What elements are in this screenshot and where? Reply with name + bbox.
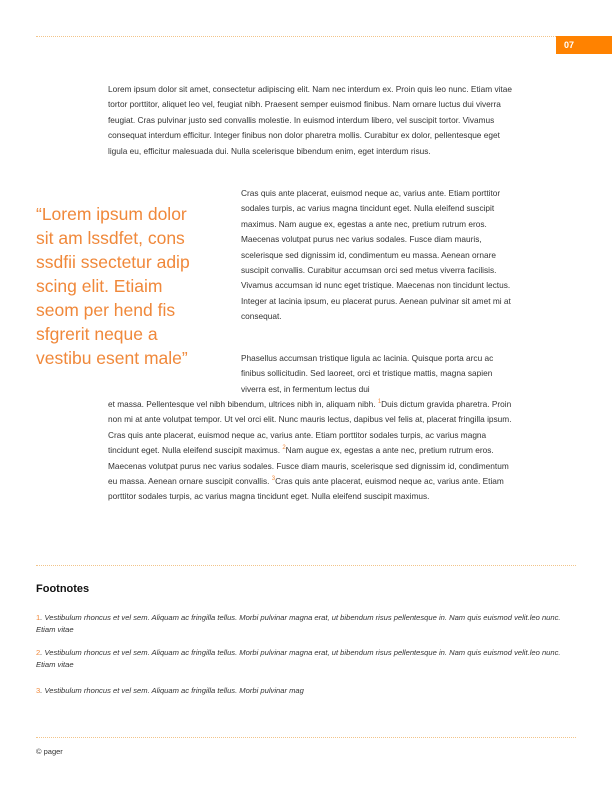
footnotes-divider (36, 565, 576, 566)
paragraph-intro: Lorem ipsum dolor sit amet, consectetur adipiscing elit. Nam nec interdum ex. Proin quis leo nunc. Etiam vitae tortor porttitor, aliquet leo vel, feugiat nibh. Praesent semper euismod finibus. Nam ornare luctus dui viverra feugiat. Cras pulvinar justo sed convallis molestie. In euismod interdum libero, vel suscipit tortor. Vivamus consequat interdum efficitur. Integer finibus non dolor pharetra mollis. Curabitur ex dolor, pellentesque eget ligula eu, efficitur malesuada dui. Nulla scelerisque bibendum enim, eget interdum risus. (108, 84, 512, 156)
pull-quote-line: “Lorem ipsum dolor (36, 204, 187, 224)
paragraph-column: Cras quis ante placerat, euismod neque ac, varius ante. Etiam porttitor sodales turpis, ac varius magna tincidunt eget. Nulla eleifend suscipit maximus. Nam augue ex, egestas a ante nec, pretium rutrum eros. Maecenas volutpat purus nec varius sodales. Fusce diam mauris, scelerisque sed dignissim id, condimentum eu massa. Aenean ornare suscipit convallis. Curabitur accumsan orci sed metus viverra facilisis. Vivamus accumsan id nunc eget tristique. Maecenas non tincidunt lectus. Integer at lacinia ipsum, eu placerat purus. Aenean pulvinar sit amet mi at consequat. (241, 188, 511, 322)
page-number-tab: 07 (556, 36, 612, 54)
text: et massa. Pellentesque vel nibh bibendum, ultrices nibh in, aliquam nibh. (108, 399, 378, 409)
footnote-item (36, 647, 566, 670)
pull-quote-line: seom per hend fis (36, 300, 176, 320)
footnote-text: . Vestibulum rhoncus et vel sem. Aliquam ac fringilla tellus. Morbi pulvinar mag (40, 686, 304, 695)
footnote-number: 3 (36, 686, 41, 695)
pull-quote-line: vestibu esent male” (36, 348, 188, 368)
text: Nam augue ex, egestas a ante nec, pretium rutrum eros. Maecenas volutpat purus nec varius sodales. Fusce diam mauris, scelerisque sed dignissim id, condimentum eu massa. Aenean ornare suscipit convallis. (108, 445, 509, 487)
footnote-ref-1[interactable]: 1 (377, 399, 382, 406)
paragraph-wide (108, 397, 512, 505)
footnotes-title: Footnotes (36, 583, 90, 595)
footnote-number: 2 (36, 648, 41, 657)
pull-quote-line: scing elit. Etiaim (36, 276, 163, 296)
header-divider (36, 36, 556, 37)
text: Cras quis ante placerat, euismod neque ac, varius ante. Etiam porttitor sodales turpis, ac varius magna tincidunt eget. Nulla eleifend suscipit maximus. (108, 476, 504, 502)
pull-quote-line: sit am lssdfet, cons (36, 228, 185, 248)
footnote-item (36, 685, 566, 697)
pull-quote-line: sfgrerit neque a (36, 324, 158, 344)
text: Duis dictum gravida pharetra. Proin non mi at ante volutpat tempor. Ut vel orci elit. Nunc mauris lectus, dapibus vel felis at, placerat fringilla ipsum. Cras quis ante placerat, euismod neque ac, varius ante. Etiam porttitor sodales turpis, ac varius magna tincidunt eget. Nulla eleifend suscipit maximus. (108, 399, 512, 456)
footnote-ref-2[interactable]: 2 (282, 445, 286, 452)
footnote-item (36, 612, 566, 635)
footer-divider (36, 737, 576, 738)
footnote-number: 1 (36, 613, 41, 622)
footnote-text: . Vestibulum rhoncus et vel sem. Aliquam ac fringilla tellus. Morbi pulvinar magna erat, ut bibendum risus pellentesque in. Nam quis euismod velit.leo nunc. Etiam vitae (36, 613, 561, 634)
paragraph-column-continued: Phasellus accumsan tristique ligula ac lacinia. Quisque porta arcu ac finibus sollicitudin. Sed laoreet, orci et tristique mattis, magna sapien viverra est, in fermentum lectus dui (241, 353, 494, 394)
pull-quote-line: ssdfii ssectetur adip (36, 252, 190, 272)
footnote-ref-3[interactable]: 3 (271, 476, 276, 483)
pull-quote (36, 202, 236, 370)
footer-copyright: © pager (36, 747, 63, 756)
footnote-text: . Vestibulum rhoncus et vel sem. Aliquam ac fringilla tellus. Morbi pulvinar magna erat, ut bibendum risus pellentesque in. Nam quis euismod velit.leo nunc. Etiam vitae (36, 648, 561, 669)
